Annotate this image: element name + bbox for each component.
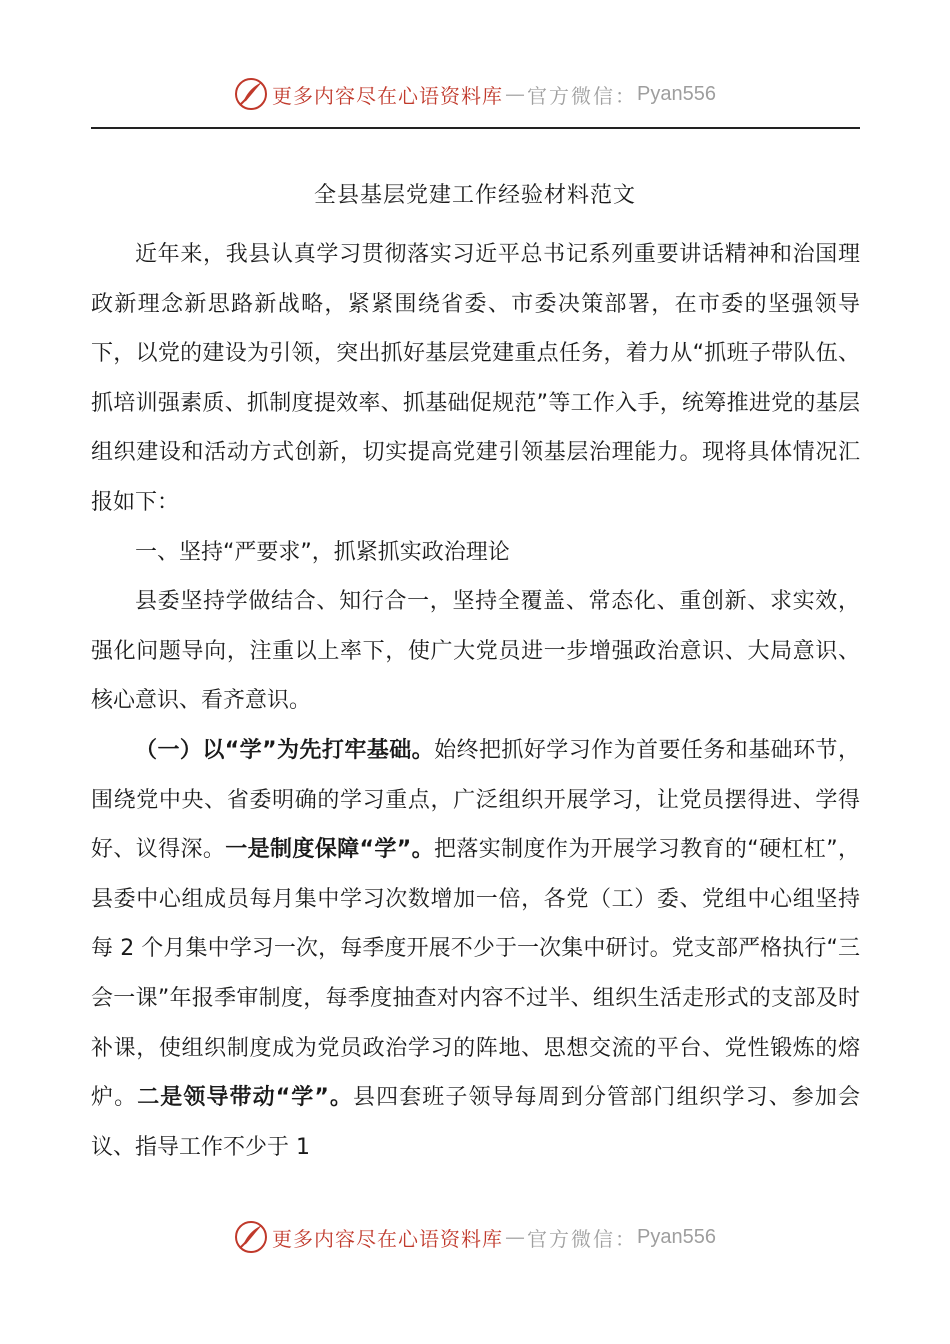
point-two-lead: 二是领导带动“学”。 [137, 1085, 354, 1111]
quill-logo-icon [234, 1220, 268, 1254]
footer-banner-wechat-id: Pyan556 [637, 1225, 716, 1248]
banner-wechat-id: Pyan556 [637, 82, 716, 105]
footer-banner [0, 1215, 950, 1259]
footer-banner-title: 更多内容尽在心语资料库 [272, 1226, 504, 1251]
banner-separator: — [505, 82, 526, 106]
header-divider [91, 127, 860, 129]
footer-banner-wechat-label: 官方微信： [527, 1226, 638, 1251]
section-heading: 一、坚持“严要求”，抓紧抓实政治理论 [135, 539, 510, 565]
footer-banner-separator: — [505, 1225, 526, 1249]
intro-paragraph: 近年来，我县认真学习贯彻落实习近平总书记系列重要讲话精神和治国理政新理念新思路新战略，紧紧围绕省委、市委决策部署，在市委的坚强领导下，以党的建设为引领，突出抓好基层党建重点任务，着力从“抓班子带队伍、抓培训强素质、抓制度提效率、抓基础促规范”等工作入手，统筹推进党的基层组织建设和活动方式创新，切实提高党建引领基层治理能力。现将具体情况汇报如下： [91, 242, 860, 515]
point-one-lead: 一是制度保障“学”。 [225, 837, 434, 863]
subsection-lead: （一）以“学”为先打牢基础。 [135, 737, 435, 763]
subsection-paragraph [91, 726, 860, 1172]
point-one-text: 把落实制度作为开展学习教育的“硬杠杠”，县委中心组成员每月集中学习次数增加一倍，各党（工）委、党组中心组坚持每 2 个月集中学习一次，每季度开展不少于一次集中研讨。党支部严格执行“三会一课”年报季审制度，每季度抽查对内容不过半、组织生活走形式的支部及时补课，使组织制度成为党员政治学习的阵地、思想交流的平台、党性锻炼的熔炉。 [91, 837, 860, 1111]
subsection-text: 始终把抓好学习作为首要任务和基础环节，围绕党中央、省委明确的学习重点，广泛组织开展学习，让党员摆得进、学得好、议得深。 [91, 737, 860, 863]
document-title: 全县基层党建工作经验材料范文 [313, 183, 636, 208]
header-banner [0, 72, 950, 116]
section-paragraph: 县委坚持学做结合、知行合一，坚持全覆盖、常态化、重创新、求实效，强化问题导向，注重以上率下，使广大党员进一步增强政治意识、大局意识、核心意识、看齐意识。 [91, 589, 860, 714]
banner-wechat-label: 官方微信： [527, 83, 638, 108]
banner-title: 更多内容尽在心语资料库 [272, 83, 504, 108]
quill-logo-icon [234, 77, 268, 111]
document-body [91, 230, 860, 1172]
point-two-text: 县四套班子领导每周到分管部门组织学习、参加会议、指导工作不少于 1 [91, 1085, 860, 1160]
